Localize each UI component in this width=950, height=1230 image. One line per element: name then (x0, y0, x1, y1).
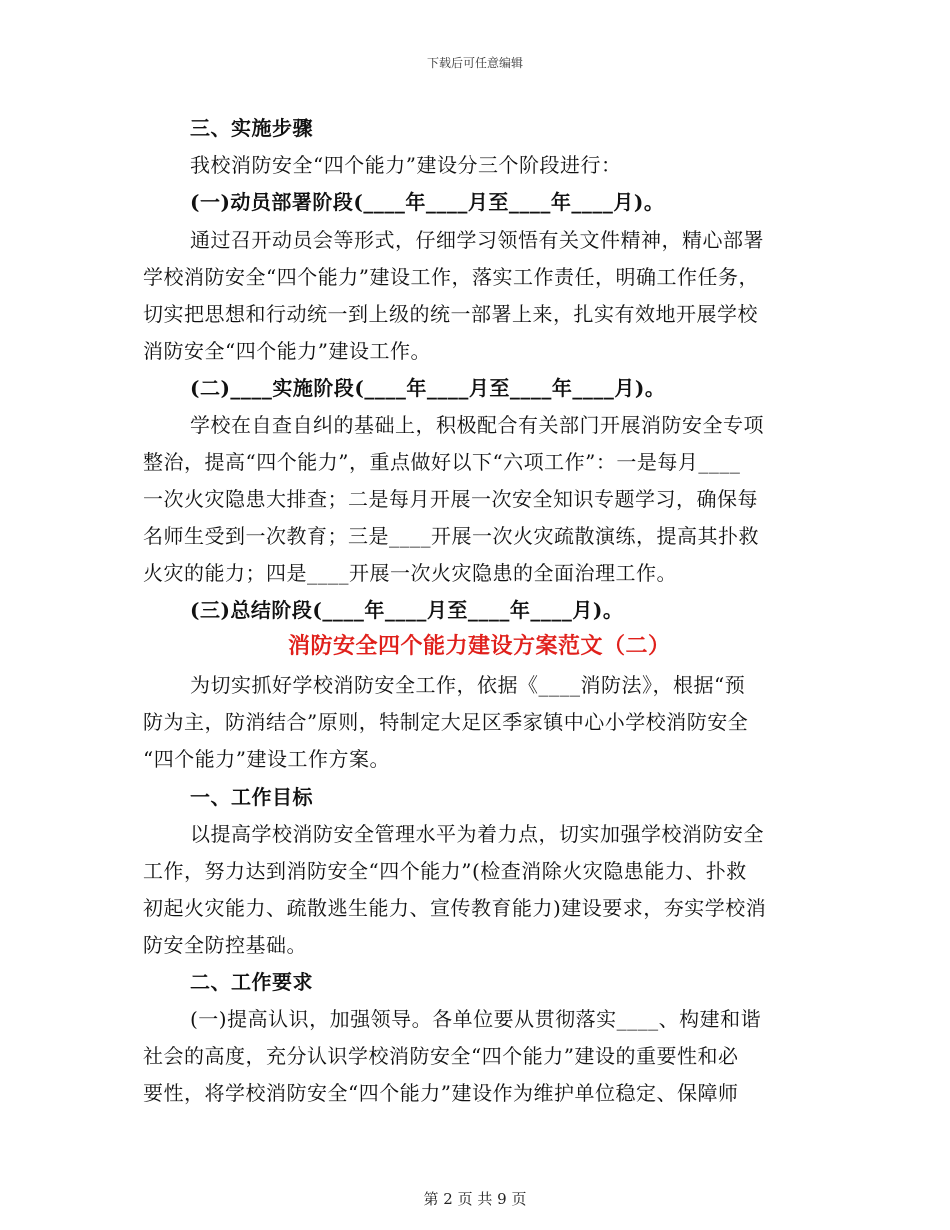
paragraph-line: 学校在自查自纠的基础上，积极配合有关部门开展消防安全专项 (190, 413, 764, 437)
paragraph-line: 切实把思想和行动统一到上级的统一部署上来，扎实有效地开展学校 (143, 302, 758, 326)
paragraph-line: 整治，提高“四个能力”，重点做好以下“六项工作”：一是每月____ (143, 450, 741, 474)
paragraph-line: 以提高学校消防安全管理水平为着力点，切实加强学校消防安全 (190, 822, 764, 846)
stage-heading: (三)总结阶段(____年____月至____年____月)。 (190, 598, 624, 622)
paragraph-line: 工作，努力达到消防安全“四个能力”(检查消除火灾隐患能力、扑救 (143, 859, 747, 883)
document-title-red: 消防安全四个能力建设方案范文（二） (288, 633, 671, 659)
paragraph-line: 要性，将学校消防安全“四个能力”建设作为维护单位稳定、保障师 (143, 1081, 739, 1105)
paragraph-line: 通过召开动员会等形式，仔细学习领悟有关文件精神，精心部署 (190, 228, 764, 252)
page-header-note: 下载后可任意编辑 (426, 56, 523, 70)
page-footer-pagination: 第 2 页 共 9 页 (423, 1190, 527, 1208)
paragraph-line: 一次火灾隐患大排查；二是每月开展一次安全知识专题学习，确保每 (143, 487, 758, 511)
section-heading: 二、工作要求 (190, 970, 313, 994)
paragraph-line: (一)提高认识，加强领导。各单位要从贯彻落实____、构建和谐 (190, 1007, 762, 1031)
paragraph-line: 为切实抓好学校消防安全工作，依据《____消防法》，根据“预 (190, 673, 746, 697)
stage-heading: (二)____实施阶段(____年____月至____年____月)。 (190, 376, 666, 400)
paragraph-line: 社会的高度，充分认识学校消防安全“四个能力”建设的重要性和必 (143, 1044, 739, 1068)
paragraph-line: 防为主，防消结合”原则，特制定大足区季家镇中心小学校消防安全 (143, 710, 749, 734)
paragraph-line: 我校消防安全“四个能力”建设分三个阶段进行： (190, 153, 622, 177)
paragraph-line: 火灾的能力；四是____开展一次火灾隐患的全面治理工作。 (143, 561, 677, 585)
stage-heading: (一)动员部署阶段(____年____月至____年____月)。 (190, 190, 665, 214)
paragraph-line: 初起火灾能力、疏散逃生能力、宣传教育能力)建设要求，夯实学校消 (143, 896, 767, 920)
paragraph-line: “四个能力”建设工作方案。 (143, 747, 390, 771)
paragraph-line: 消防安全“四个能力”建设工作。 (143, 339, 431, 363)
section-heading: 一、工作目标 (190, 785, 313, 809)
paragraph-line: 防安全防控基础。 (143, 933, 307, 957)
section-heading: 三、实施步骤 (190, 116, 313, 140)
paragraph-line: 学校消防安全“四个能力”建设工作，落实工作责任，明确工作任务， (143, 265, 759, 289)
paragraph-line: 名师生受到一次教育；三是____开展一次火灾疏散演练，提高其扑救 (143, 524, 759, 548)
